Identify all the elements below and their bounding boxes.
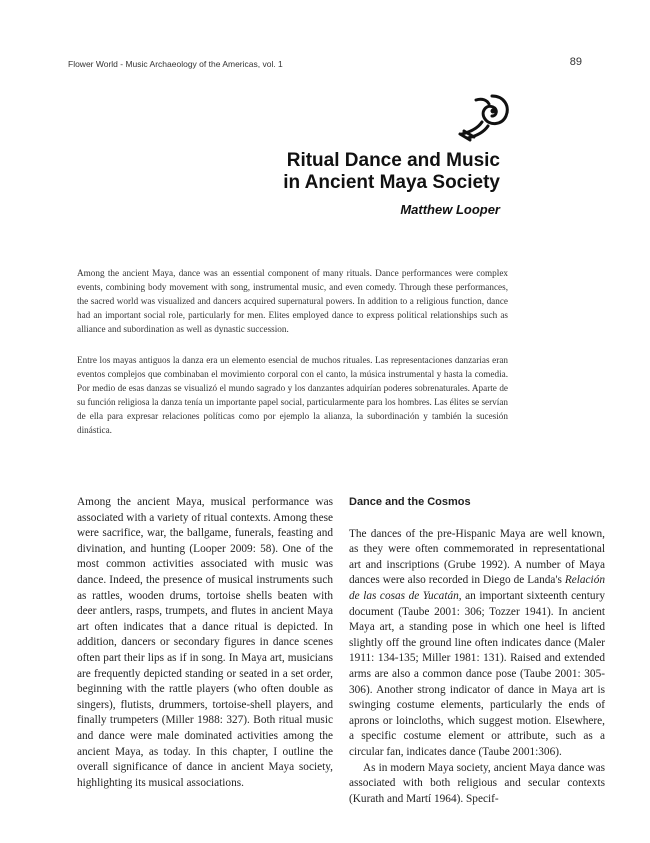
intro-paragraph: Among the ancient Maya, musical performance was associated with a variety of ritual contexts. Among these were sacrifice, war, the ballgame, funerals, feasting and divination, and hunting (Looper 2009: 58). One of the most common activities associated with music was dance. Indeed, the presence of musical instruments such as rattles, wooden drums, tortoise shells beaten with deer antlers, rasps, trumpets, and flutes in ancient Maya art often indicates that a dance ritual is depicted. In addition, dancers or secondary figures in dance scenes often part their lips as if in song. In Maya art, musicians are frequently depicted standing or seated in a set order, beginning with the rattle players (who often double as singers), flutists, drummers, tortoise-shell players, and finally trumpeters (Miller 1988: 327). Both ritual music and dance were male dominated activities among the ancient Maya, as today. In this chapter, I outline the overall significance of dance in ancient Maya society, highlighting its musical associations.	[77, 496, 333, 789]
body-column-right	[349, 495, 605, 807]
abstract-english: Among the ancient Maya, dance was an essential component of many rituals. Dance performances were complex events, combining body movement with song, instrumental music, and even comedy. Through these performances, the sacred world was visualized and dancers acquired supernatural powers. In addition to a religious function, dance had an important social role, particularly for men. Elites employed dance to express political relationships such as alliance and subordination as well as dynastic succession.	[77, 268, 508, 334]
section-paragraph-2: As in modern Maya society, ancient Maya dance was associated with both religious and secular contexts (Kurath and Martí 1964). Specif-	[349, 761, 605, 805]
body-column-left	[77, 495, 333, 791]
abstract-spanish: Entre los mayas antiguos la danza era un elemento esencial de muchos rituales. Las representaciones danzarias eran eventos complejos que combinaban el movimiento corporal con el canto, la música instrumental y hasta la comedia. Por medio de esas danzas se visualizó el mundo sagrado y los danzantes adquirían poderes sobrenaturales. Aparte de su función religiosa la danza tenía un importante papel social, particularmente para los hombres. Las élites se servían de ella para expresar relaciones políticas como por ejemplo la alianza, la subordinación y también la sucesión dinástica.	[77, 355, 508, 435]
title-line-2: in Ancient Maya Society	[283, 172, 500, 193]
title-line-1: Ritual Dance and Music	[286, 150, 500, 171]
page-number: 89	[569, 56, 582, 68]
article-author: Matthew Looper	[400, 202, 500, 217]
section-paragraph-1: The dances of the pre-Hispanic Maya are well known, as they were often commemorated in representational art and inscriptions (Grube 1992). A number of Maya dances were also recorded in Diego de Landa's Relación de las cosas de Yucatán, an important sixteenth century document (Taube 2001: 306; Tozzer 1941). In ancient Maya art, a standing pose in which one heel is lifted slightly off the ground line often indicates dance (Maler 1911: 134-135; Miller 1981: 131). Raised and extended arms are also a common dance pose (Taube 2001: 305-306). Another strong indicator of dance in Maya art is swinging costume elements, particularly the ends of aprons or loincloths, which suggest motion. Elsewhere, a specific costume element or attribute, such as a circular fan, indicates dance (Taube 2001:306).	[349, 527, 605, 758]
running-header: Flower World - Music Archaeology of the Americas, vol. 1	[68, 59, 283, 69]
section-heading: Dance and the Cosmos	[349, 496, 471, 508]
spiral-scroll-icon	[452, 90, 514, 142]
citation-title: Relación de las cosas de Yucatán	[349, 574, 605, 602]
article-title	[180, 150, 500, 194]
